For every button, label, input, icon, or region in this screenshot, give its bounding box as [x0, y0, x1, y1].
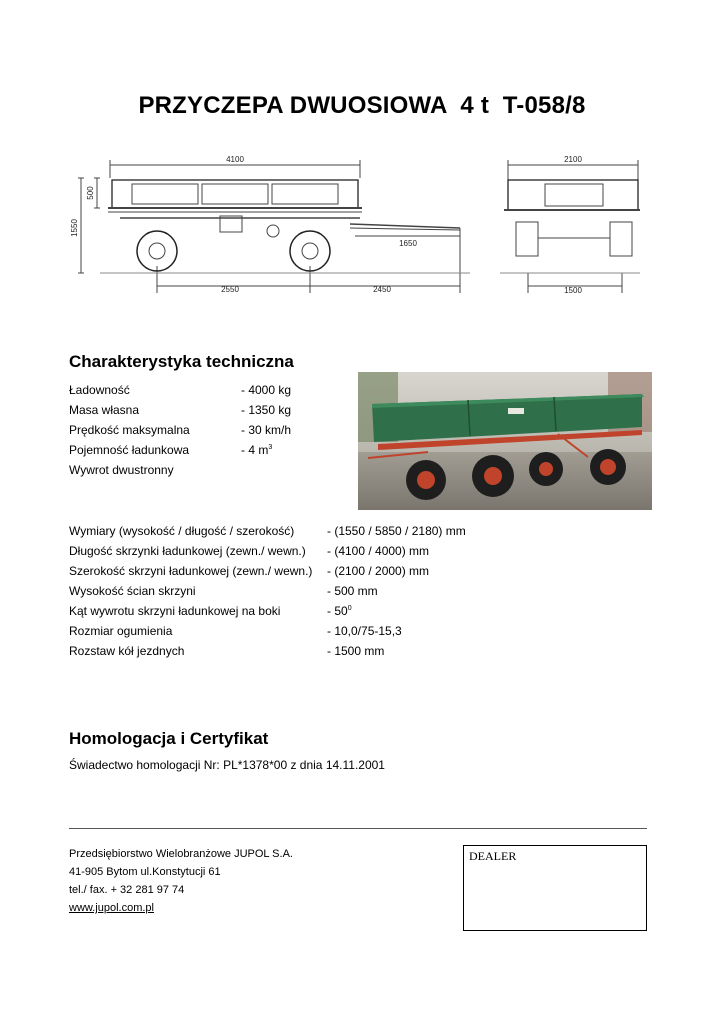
- superscript: 0: [347, 605, 352, 612]
- technical-drawing: [60, 148, 640, 298]
- spec-value: - 1350 kg: [241, 403, 292, 417]
- company-website-link[interactable]: www.jupol.com.pl: [69, 902, 154, 914]
- dims-value: - (1550 / 5850 / 2180) mm: [327, 524, 466, 538]
- dims-value: - 10,0/75-15,3: [327, 624, 402, 638]
- spec-value: - 4 m: [241, 443, 269, 457]
- dim-overhang: 2450: [373, 285, 391, 294]
- dim-drawbar: 1650: [399, 239, 417, 248]
- dims-label: Szerokość skrzyni ładunkowej (zewn./ wewn.): [69, 564, 313, 578]
- spec-value: - 30 km/h: [241, 423, 292, 437]
- dims-label: Rozmiar ogumienia: [69, 624, 173, 638]
- dims-value: - 1500 mm: [327, 644, 385, 658]
- dims-value: - (2100 / 2000) mm: [327, 564, 430, 578]
- spec-heading: Charakterystyka techniczna: [69, 352, 294, 371]
- spec-label: Wywrot dwustronny: [69, 463, 174, 477]
- dims-label: Długość skrzynki ładunkowej (zewn./ wewn.): [69, 544, 306, 558]
- dim-side-height: 500: [86, 186, 95, 200]
- company-name: Przedsiębiorstwo Wielobranżowe JUPOL S.A.: [69, 848, 293, 860]
- dims-label: Wysokość ścian skrzyni: [69, 584, 196, 598]
- dims-label: Wymiary (wysokość / długość / szerokość): [69, 524, 295, 538]
- dim-total-height: 1550: [70, 219, 79, 237]
- page-title: PRZYCZEPA DWUOSIOWA 4 t T-058/8: [138, 92, 586, 119]
- dims-value: - 50: [327, 604, 348, 618]
- dims-value: - 500 mm: [327, 584, 378, 598]
- company-address: 41-905 Bytom ul.Konstytucji 61: [69, 866, 221, 878]
- spec-value: - 4000 kg: [241, 383, 292, 397]
- spec-label: Prędkość maksymalna: [69, 423, 190, 437]
- company-phone: tel./ fax. + 32 281 97 74: [69, 884, 185, 896]
- spec-label: Pojemność ładunkowa: [69, 443, 190, 457]
- dim-wheelbase: 2550: [221, 285, 239, 294]
- cert-heading: Homologacja i Certyfikat: [69, 729, 269, 748]
- trailer-photo: [358, 372, 652, 510]
- spec-label: Ładowność: [69, 383, 130, 397]
- dealer-label: DEALER: [469, 849, 517, 863]
- cert-text: Świadectwo homologacji Nr: PL*1378*00 z dnia 14.11.2001: [69, 758, 385, 772]
- dim-track: 1500: [564, 286, 582, 295]
- dims-label: Rozstaw kół jezdnych: [69, 644, 185, 658]
- divider: [69, 828, 647, 829]
- dims-value: - (4100 / 4000) mm: [327, 544, 430, 558]
- superscript: 3: [268, 444, 273, 451]
- dims-label: Kąt wywrotu skrzyni ładunkowej na boki: [69, 604, 281, 618]
- dim-box-length: 4100: [226, 155, 244, 164]
- dim-width: 2100: [564, 155, 582, 164]
- dealer-box: [463, 845, 647, 931]
- spec-label: Masa własna: [69, 403, 140, 417]
